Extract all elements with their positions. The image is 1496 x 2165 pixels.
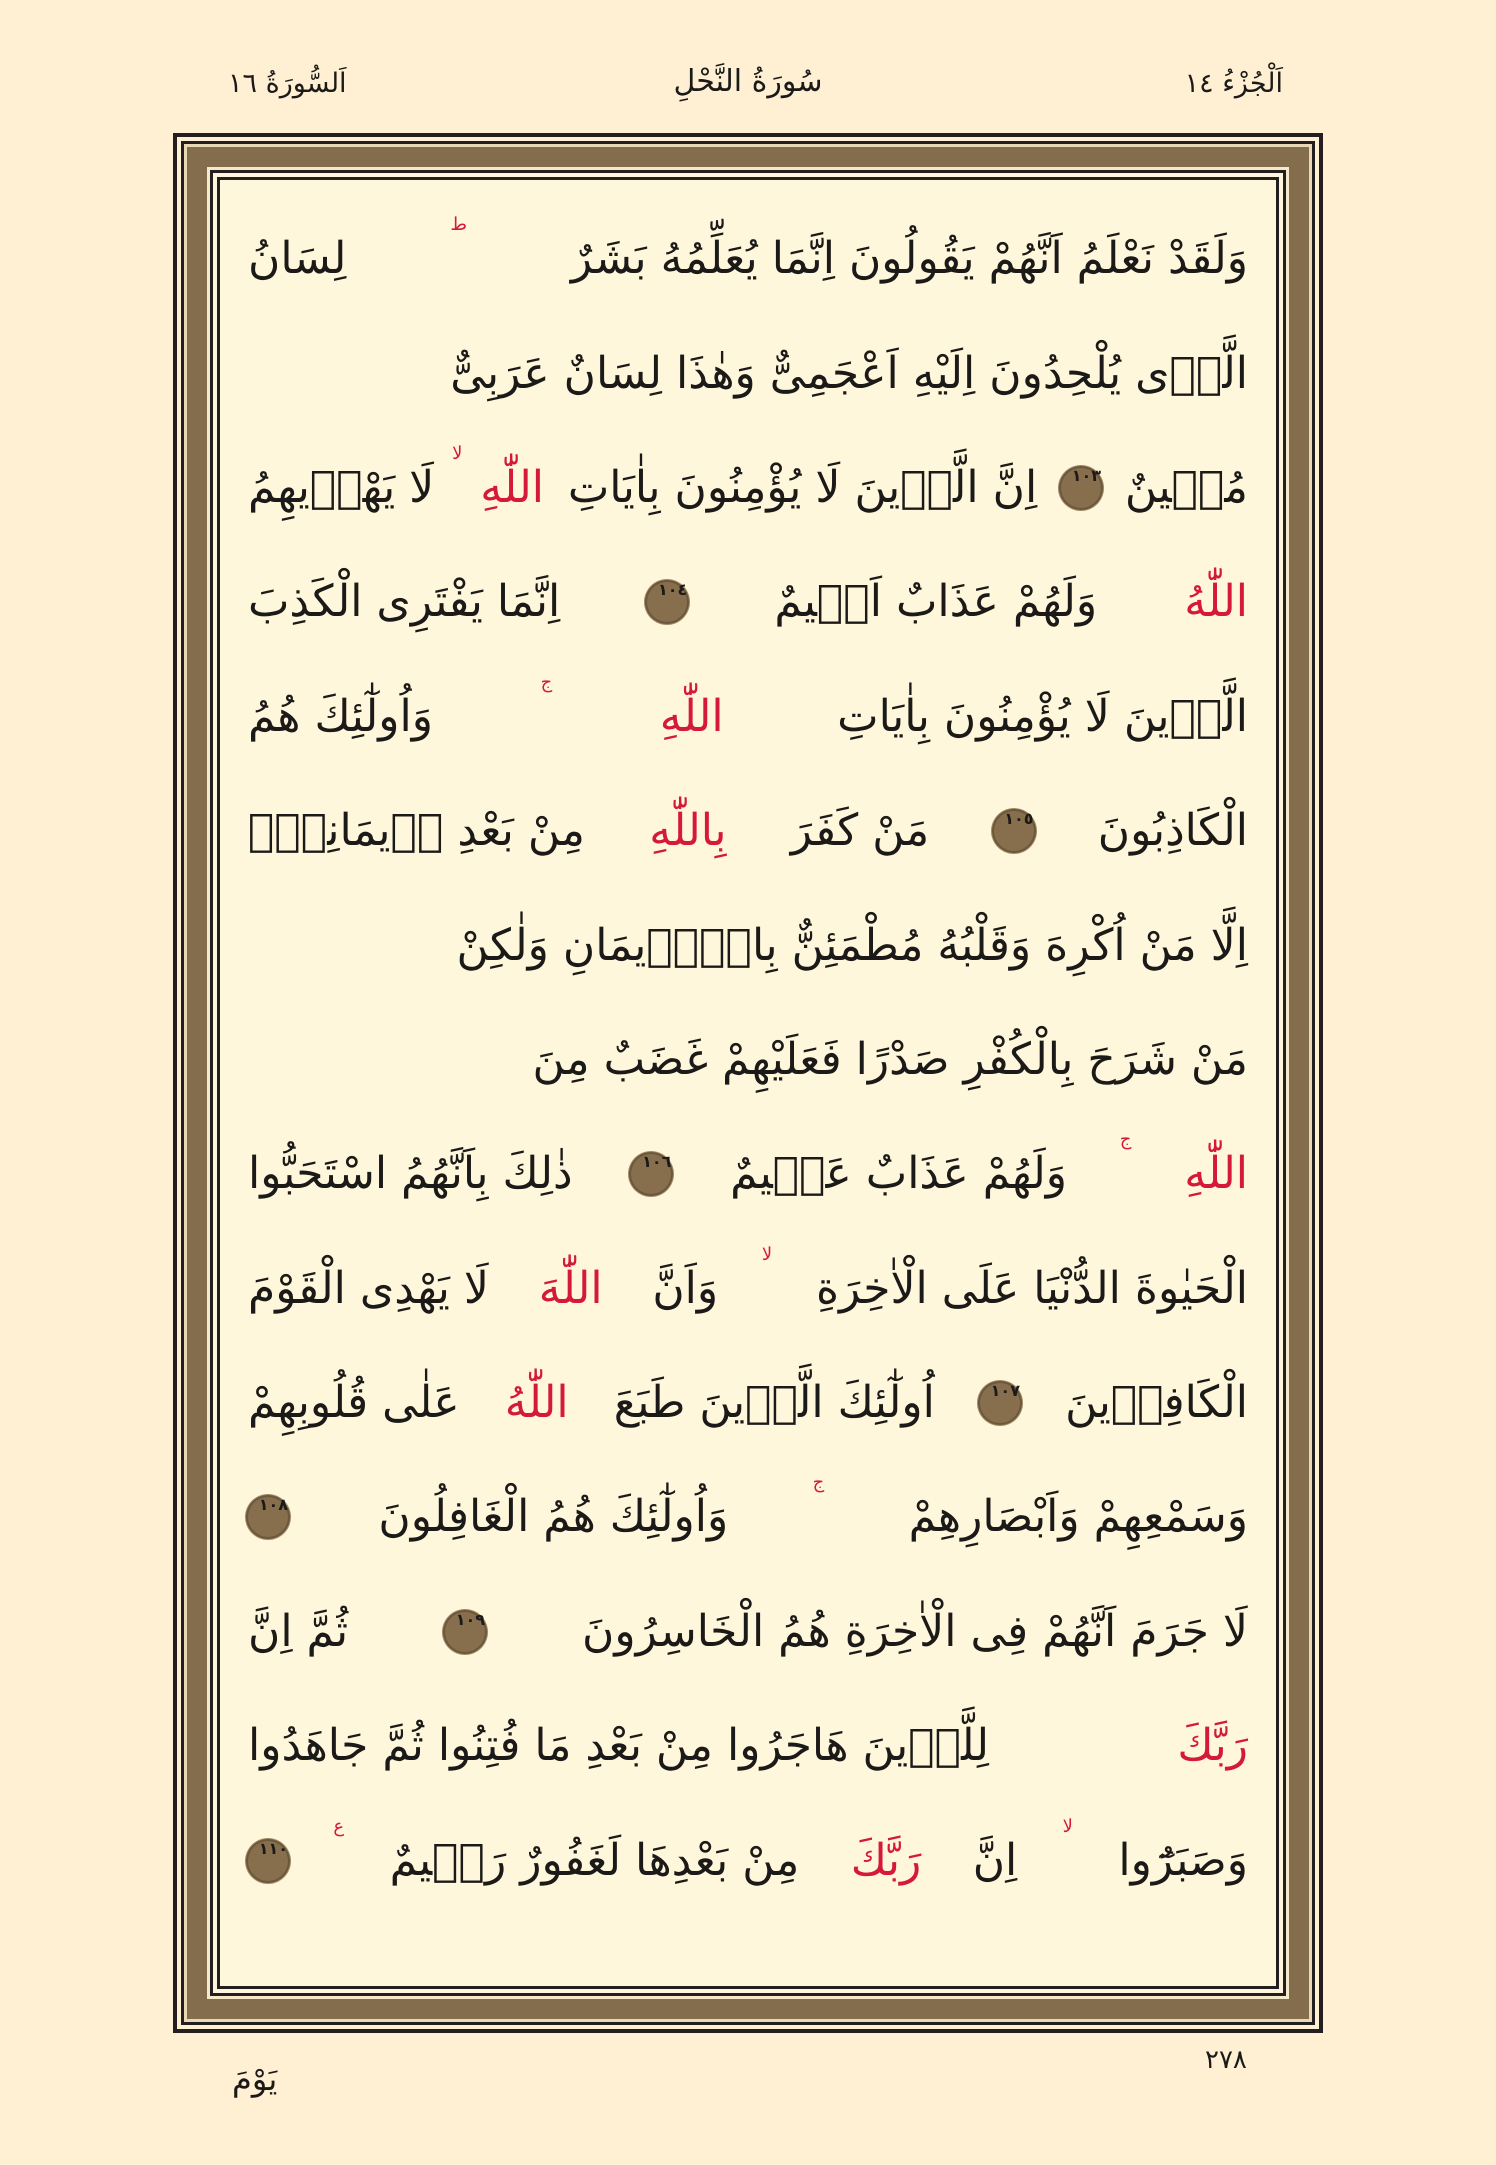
verse-text: لِسَانُ bbox=[248, 233, 347, 285]
verse-text: مَنْ شَرَحَ بِالْكُفْرِ صَدْرًا فَعَلَيْهِمْ غَضَبٌ مِنَ bbox=[532, 1033, 1248, 1085]
verse-text: وَصَبَرُٓوا bbox=[1118, 1834, 1248, 1886]
page-header bbox=[173, 60, 1323, 130]
verse-text: ثُمَّ اِنَّ bbox=[248, 1605, 349, 1657]
divine-name: اللّٰهُ bbox=[504, 1377, 569, 1429]
text-line bbox=[248, 545, 1248, 659]
catchword: يَوْمَ bbox=[232, 2060, 278, 2098]
sura-number-label: اَلسُّورَةُ ١٦ bbox=[228, 68, 347, 99]
verse-text: اِنَّ bbox=[972, 1834, 1018, 1886]
ayah-number-marker: ١٠٤ bbox=[647, 582, 687, 622]
verse-text: مَنْ كَفَرَ bbox=[790, 805, 930, 857]
verse-text: مِنْ بَعْدِ اٖيمَانِهٖٓ bbox=[248, 805, 585, 857]
pause-mark: لا bbox=[761, 1243, 773, 1265]
verse-text: وَاَنَّ bbox=[652, 1262, 719, 1314]
text-line bbox=[248, 1575, 1248, 1689]
verse-text: مِنْ بَعْدِهَا لَغَفُورٌ رَحٖيمٌ bbox=[389, 1834, 800, 1886]
pause-mark: ج bbox=[540, 671, 553, 693]
ayah-number-marker: ١١٠ bbox=[248, 1841, 288, 1881]
juz-label: اَلْجُزْءُ ١٤ bbox=[1184, 68, 1283, 99]
pause-mark: ط bbox=[450, 214, 467, 236]
frame-line bbox=[181, 141, 1315, 2025]
divine-name: رَبَّكَ bbox=[1177, 1720, 1248, 1772]
text-panel bbox=[217, 177, 1279, 1989]
text-line bbox=[248, 1117, 1248, 1231]
ayah-number-marker: ١٠٩ bbox=[445, 1612, 485, 1652]
divine-name: بِاللّٰهِ bbox=[649, 805, 727, 857]
divine-name: اللّٰهَ bbox=[538, 1262, 603, 1314]
verse-text: لَا جَرَمَ اَنَّهُمْ فِى الْاٰخِرَةِ هُمُ الْخَاسِرُونَ bbox=[582, 1605, 1248, 1657]
divine-name: اللّٰهِ bbox=[1184, 1148, 1248, 1200]
text-line bbox=[248, 1003, 1248, 1117]
ayah-number-marker: ١٠٥ bbox=[994, 811, 1034, 851]
page-number: ٢٧٨ bbox=[1205, 2045, 1247, 2075]
verse-text: مُبٖينٌ bbox=[1124, 461, 1248, 513]
frame-inner-gap bbox=[207, 167, 1289, 1999]
verse-text: اِنَّ الَّذٖينَ لَا يُؤْمِنُونَ بِاٰيَاتِ bbox=[567, 461, 1038, 513]
verse-text: لَا يَهْدِى الْقَوْمَ bbox=[248, 1262, 490, 1314]
ayah-number-marker: ١٠٦ bbox=[631, 1154, 671, 1194]
divine-name: اللّٰهِ bbox=[659, 690, 724, 742]
divine-name: رَبَّكَ bbox=[850, 1834, 922, 1886]
pause-mark: لا bbox=[452, 442, 463, 464]
divine-name: اللّٰهِ bbox=[480, 461, 544, 513]
verse-text: الَّذٖى يُلْحِدُونَ اِلَيْهِ اَعْجَمِىٌّ وَهٰذَا لِسَانٌ عَرَبِىٌّ bbox=[450, 347, 1248, 399]
verse-text: وَاُولٰٓئِكَ هُمُ الْغَافِلُونَ bbox=[378, 1491, 729, 1543]
verse-text: لِلَّذٖينَ هَاجَرُوا مِنْ بَعْدِ مَا فُتِنُوا ثُمَّ جَاهَدُوا bbox=[248, 1720, 990, 1772]
verse-text: اِنَّمَا يَفْتَرِى الْكَذِبَ bbox=[248, 576, 561, 628]
pause-mark: ج bbox=[812, 1472, 825, 1494]
text-line bbox=[248, 660, 1248, 774]
text-line bbox=[248, 888, 1248, 1002]
verse-text: الْكَاذِبُونَ bbox=[1097, 805, 1248, 857]
verse-text: وَاُولٰٓئِكَ هُمُ bbox=[248, 690, 433, 742]
verse-text: ذٰلِكَ بِاَنَّهُمُ اسْتَحَبُّوا bbox=[248, 1148, 573, 1200]
verse-text: عَلٰى قُلُوبِهِمْ bbox=[248, 1377, 460, 1429]
pause-mark: لا bbox=[1062, 1815, 1073, 1837]
ayah-number-marker: ١٠٣ bbox=[1061, 468, 1101, 508]
text-line bbox=[248, 774, 1248, 888]
verse-text: الْكَافِرٖينَ bbox=[1065, 1377, 1248, 1429]
text-line bbox=[248, 202, 1248, 316]
text-line bbox=[248, 1460, 1248, 1574]
divine-name: اللّٰهُ bbox=[1184, 576, 1248, 628]
verse-text: وَسَمْعِهِمْ وَاَبْصَارِهِمْ bbox=[908, 1491, 1248, 1543]
quran-text bbox=[248, 202, 1248, 1918]
verse-text: اُولٰٓئِكَ الَّذٖينَ طَبَعَ bbox=[613, 1377, 935, 1429]
page-frame bbox=[173, 133, 1323, 2033]
text-line bbox=[248, 431, 1248, 545]
ayah-number-marker: ١٠٧ bbox=[980, 1383, 1020, 1423]
text-line bbox=[248, 1803, 1248, 1917]
text-line bbox=[248, 1346, 1248, 1460]
text-line bbox=[248, 316, 1248, 430]
text-line bbox=[248, 1232, 1248, 1346]
pause-mark: ع bbox=[333, 1815, 345, 1837]
sura-title: سُورَةُ النَّحْلِ bbox=[673, 64, 823, 99]
verse-text: وَلَهُمْ عَذَابٌ عَظٖيمٌ bbox=[730, 1148, 1067, 1200]
pause-mark: ج bbox=[1119, 1129, 1132, 1151]
ayah-number-marker: ١٠٨ bbox=[248, 1497, 288, 1537]
frame-band bbox=[187, 147, 1309, 2019]
verse-text: الْحَيٰوةَ الدُّنْيَا عَلَى الْاٰخِرَةِ bbox=[815, 1262, 1248, 1314]
verse-text: وَلَهُمْ عَذَابٌ اَلٖيمٌ bbox=[774, 576, 1098, 628]
verse-text: اِلَّا مَنْ اُكْرِهَ وَقَلْبُهُ مُطْمَئِنٌّ بِالْاٖيمَانِ وَلٰكِنْ bbox=[456, 919, 1248, 971]
verse-text: لَا يَهْدٖيهِمُ bbox=[248, 461, 435, 513]
verse-text: الَّذٖينَ لَا يُؤْمِنُونَ بِاٰيَاتِ bbox=[837, 690, 1248, 742]
verse-text: وَلَقَدْ نَعْلَمُ اَنَّهُمْ يَقُولُونَ اِنَّمَا يُعَلِّمُهُ بَشَرٌ bbox=[570, 233, 1248, 285]
frame-inner-line bbox=[210, 170, 1286, 1996]
text-line bbox=[248, 1689, 1248, 1803]
